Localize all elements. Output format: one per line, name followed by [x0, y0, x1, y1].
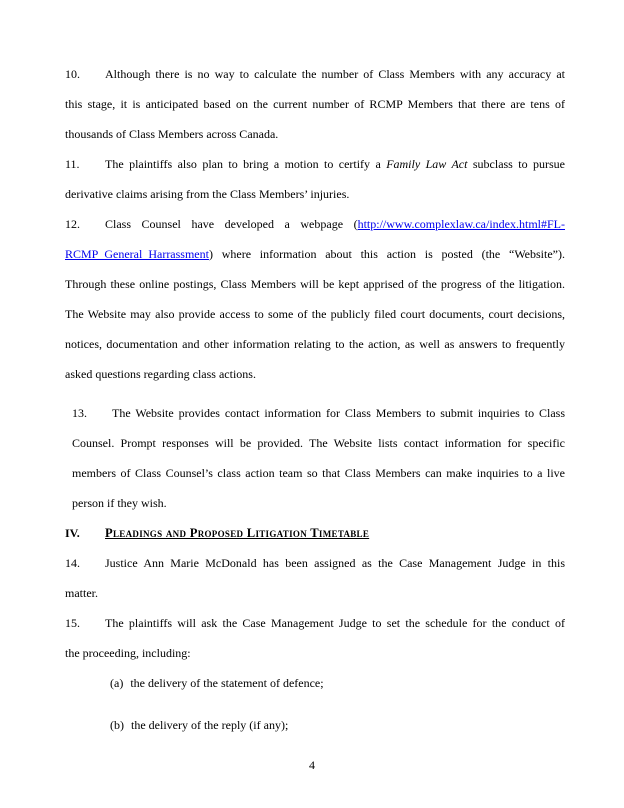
- text-run: derivative claims arising from the Class Members’ injuries.: [65, 187, 350, 201]
- paragraph-number: 15.: [65, 616, 80, 630]
- text-line: [65, 548, 565, 578]
- text-run: this stage, it is anticipated based on the current number of RCMP Members that there are tens of: [65, 97, 565, 111]
- text-run: The Website provides contact information for Class Members to submit inquiries to Class: [112, 406, 565, 420]
- paragraph-10: [65, 59, 565, 149]
- paragraph-number: 10.: [65, 67, 80, 81]
- website-link[interactable]: http://www.complexlaw.ca/index.html#FL-: [357, 217, 565, 231]
- text-run: Class Counsel have developed a webpage (: [105, 217, 358, 231]
- text-line: [65, 638, 565, 668]
- list-item-text: the delivery of the statement of defence;: [130, 676, 324, 690]
- text-line: [72, 488, 565, 518]
- heading-title: Pleadings and Proposed Litigation Timetable: [105, 526, 370, 540]
- paragraph-number: 14.: [65, 556, 80, 570]
- text-line: [72, 428, 565, 458]
- text-run: Counsel. Prompt responses will be provided. The Website lists contact information for specific: [72, 436, 565, 450]
- text-line: [65, 578, 565, 608]
- text-run: subclass to pursue: [467, 157, 565, 171]
- paragraph-12: [65, 209, 565, 389]
- text-run: Through these online postings, Class Members will be kept apprised of the progress of the litigation.: [65, 277, 565, 291]
- text-run: members of Class Counsel’s class action team so that Class Members can make inquiries to a live: [72, 466, 565, 480]
- section-heading: [65, 518, 565, 548]
- list-item-marker: (b): [110, 718, 124, 732]
- text-line: [65, 269, 565, 299]
- text-run: thousands of Class Members across Canada.: [65, 127, 279, 141]
- text-run: Although there is no way to calculate the number of Class Members with any accuracy at: [105, 67, 565, 81]
- italic-run: Family Law Act: [386, 157, 468, 171]
- text-line: [72, 458, 565, 488]
- list-item-text: the delivery of the reply (if any);: [131, 718, 289, 732]
- paragraph-15: [65, 608, 565, 668]
- list-item-a: [65, 668, 565, 698]
- text-line: [65, 329, 565, 359]
- text-line: [65, 209, 565, 239]
- paragraph-11: [65, 149, 565, 209]
- website-link[interactable]: RCMP_General_Harrassment: [65, 247, 209, 261]
- paragraph-number: 12.: [65, 217, 80, 231]
- text-line: [65, 299, 565, 329]
- text-run: matter.: [65, 586, 98, 600]
- text-line: [65, 89, 565, 119]
- list-item-marker: (a): [110, 676, 124, 690]
- text-line: [65, 239, 565, 269]
- text-line: [65, 359, 565, 389]
- paragraph-number: 11.: [65, 157, 80, 171]
- text-line: [72, 398, 565, 428]
- text-line: [65, 119, 565, 149]
- text-line: [65, 149, 565, 179]
- text-run: The plaintiffs will ask the Case Management Judge to set the schedule for the conduct of: [105, 616, 565, 630]
- paragraph-13: [72, 398, 565, 518]
- text-run: The plaintiffs also plan to bring a motion to certify a: [105, 157, 387, 171]
- text-line: [65, 179, 565, 209]
- document-content: [65, 59, 565, 740]
- paragraph-14: [65, 548, 565, 608]
- page-number: 4: [309, 758, 315, 772]
- list-item-b: [65, 710, 565, 740]
- paragraph-number: 13.: [72, 406, 87, 420]
- text-run: ) where information about this action is posted (the “Website”).: [208, 247, 565, 261]
- text-line: [65, 59, 565, 89]
- text-run: asked questions regarding class actions.: [65, 367, 256, 381]
- text-run: person if they wish.: [72, 496, 167, 510]
- text-line: [65, 608, 565, 638]
- text-run: Justice Ann Marie McDonald has been assigned as the Case Management Judge in this: [105, 556, 565, 570]
- text-run: the proceeding, including:: [65, 646, 191, 660]
- text-run: The Website may also provide access to some of the publicly filed court documents, court decisions,: [65, 307, 565, 321]
- text-run: notices, documentation and other information relating to the action, as well as answers to frequently: [65, 337, 565, 351]
- heading-number: IV.: [65, 526, 80, 540]
